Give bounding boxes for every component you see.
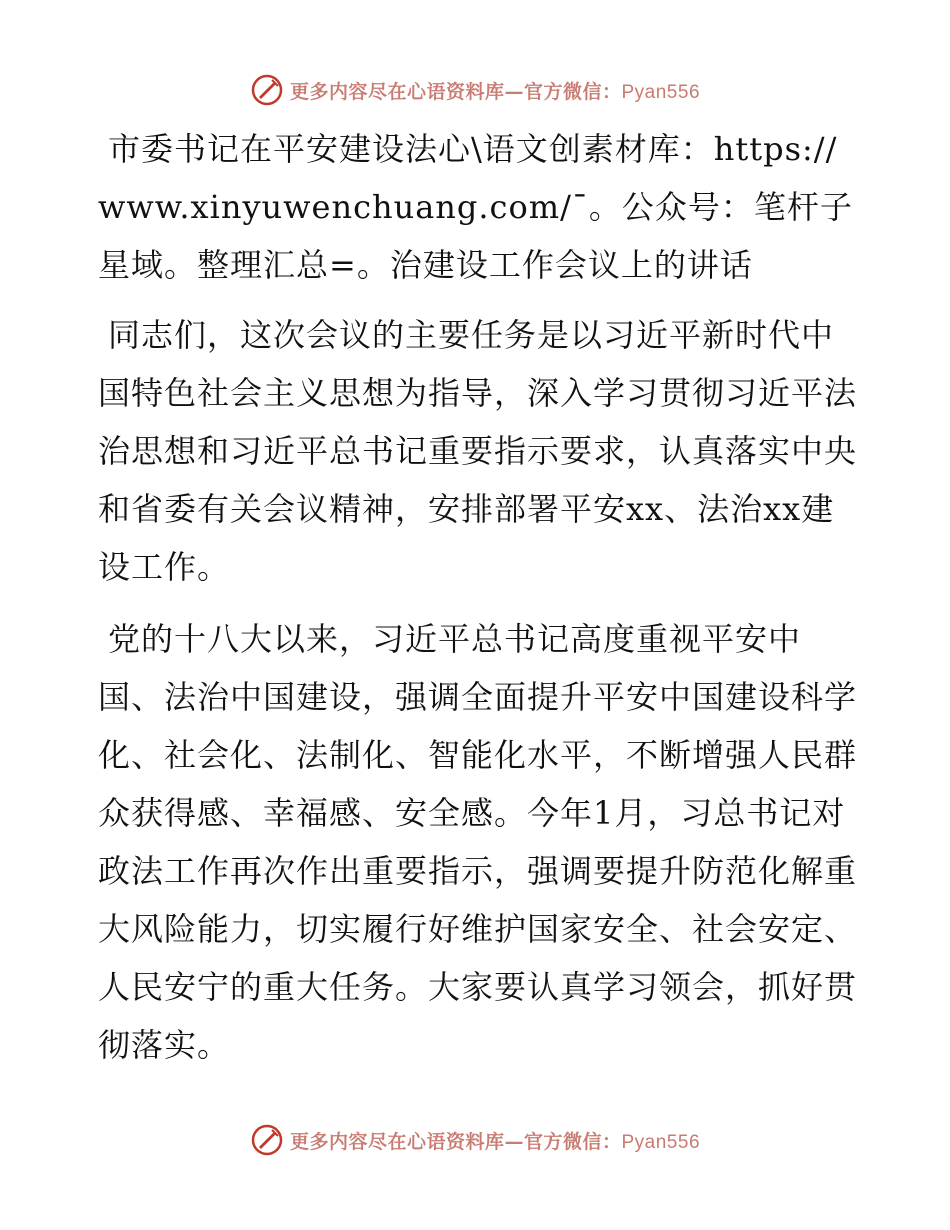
header-watermark-banner: [0, 70, 950, 110]
document-body: [98, 120, 858, 1088]
banner-text: [290, 1127, 700, 1154]
quill-seal-icon: [250, 73, 284, 107]
banner-text-latin: Pyan556: [621, 1131, 701, 1153]
banner-text-latin: Pyan556: [621, 81, 701, 103]
banner-text-cn: 更多内容尽在心语资料库—官方微信：: [289, 1130, 622, 1153]
paragraph: 党的十八大以来，习近平总书记高度重视平安中国、法治中国建设，强调全面提升平安中国建设科学化、社会化、法制化、智能化水平，不断增强人民群众获得感、幸福感、安全感。今年1月，习总书记对政法工作再次作出重要指示，强调要提升防范化解重大风险能力，切实履行好维护国家安全、社会安定、人民安宁的重大任务。大家要认真学习领会，抓好贯彻落实。: [98, 620, 858, 1064]
quill-seal-icon: [250, 1123, 284, 1157]
banner-text: [290, 77, 700, 104]
footer-watermark-banner: [0, 1120, 950, 1160]
banner-text-cn: 更多内容尽在心语资料库—官方微信：: [289, 80, 622, 103]
document-title: 市委书记在平安建设法心\语文创素材库：https://www.xinyuwenchuang.com/¯。公众号：笔杆子星域。整理汇总=。治建设工作会议上的讲话: [98, 130, 853, 284]
paragraph: 同志们，这次会议的主要任务是以习近平新时代中国特色社会主义思想为指导，深入学习贯彻习近平法治思想和习近平总书记重要指示要求，认真落实中央和省委有关会议精神，安排部署平安xx、法治xx建设工作。: [98, 316, 858, 586]
